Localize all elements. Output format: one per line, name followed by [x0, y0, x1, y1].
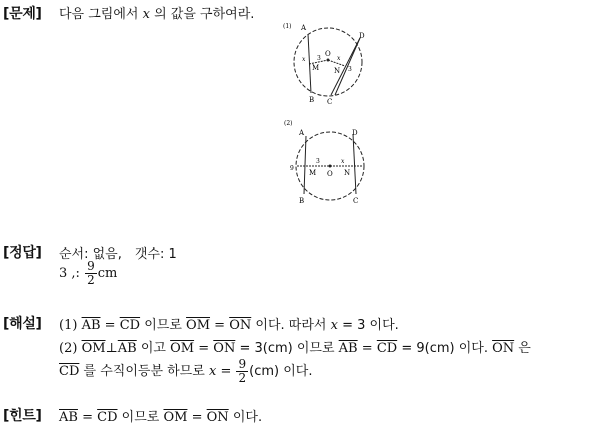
exp2-eq: = — [198, 341, 210, 356]
fig2-chord-ab — [304, 136, 306, 194]
exp1-t1: 이므로 — [144, 318, 182, 333]
exp3-t2: = — [220, 364, 232, 379]
exp1-on: $\overline{ON}$ — [229, 318, 252, 333]
problem-text — [59, 3, 254, 22]
problem-tag: [문제] — [3, 6, 42, 22]
answer-frac-num: 9 — [87, 259, 95, 273]
fig2-label-seg1: 3 — [316, 158, 320, 165]
answer-frac-den: 2 — [87, 273, 95, 287]
fig1-label-left: x — [302, 56, 306, 63]
exp3-x: x — [208, 364, 217, 379]
fig2-point-n: N — [344, 169, 351, 177]
exp3-frac-num: 9 — [238, 357, 247, 371]
hint-cd: $\overline{CD}$ — [97, 410, 118, 425]
exp1-part: (1) — [59, 318, 78, 333]
exp2-t3: = 9(cm) 이다. — [401, 341, 488, 356]
exp2-t4: 은 — [518, 341, 531, 356]
hint-om: $\overline{OM}$ — [163, 410, 188, 425]
fig2-label-left: 9 — [290, 165, 294, 172]
fig1-point-n: N — [334, 67, 341, 75]
answer-fraction — [85, 260, 97, 287]
exp3-t1: 를 수직이등분 하므로 — [83, 364, 205, 379]
hint-eq2: = — [191, 410, 203, 425]
exp1-ab: $\overline{AB}$ — [81, 318, 101, 333]
answer-prefix: 3 ,: — [59, 266, 80, 281]
exp1-x: x — [330, 318, 338, 333]
exp2-om2: $\overline{OM}$ — [170, 341, 195, 356]
exp2-ab: $\overline{AB}$ — [117, 341, 137, 356]
explanation-tag: [해설] — [3, 316, 42, 332]
exp1-eq1: = — [104, 318, 116, 333]
exp2-on2: $\overline{ON}$ — [492, 341, 515, 356]
fig2-point-c: C — [353, 197, 359, 205]
fig1-point-o: O — [325, 50, 331, 58]
problem-text-before: 다음 그림에서 — [59, 7, 139, 22]
fig2-point-a: A — [299, 129, 305, 137]
fig2-num: (2) — [284, 120, 293, 127]
explanation-line-2 — [59, 337, 531, 356]
fig2-point-o: O — [327, 170, 333, 178]
explanation-line-3 — [59, 358, 312, 385]
hint-ab: $\overline{AB}$ — [59, 410, 78, 425]
fig2-label-seg2: x — [341, 158, 345, 165]
exp1-t2: 이다. 따라서 — [255, 318, 327, 333]
exp2-eq2: = — [361, 341, 373, 356]
fig1-point-m: M — [312, 64, 320, 72]
hint-eq1: = — [82, 410, 93, 425]
answer-tag: [정답] — [3, 245, 42, 261]
problem-var: x — [142, 7, 150, 22]
fig2-point-m: M — [309, 169, 317, 177]
exp3-fraction — [236, 358, 248, 385]
problem-text-after: 의 값을 구하여라. — [154, 7, 255, 22]
explanation-line-1 — [59, 314, 399, 333]
fig1-label-right: 3 — [348, 66, 352, 73]
exp2-t1: 이고 — [140, 341, 166, 356]
hint-tag: [힌트] — [3, 408, 42, 424]
exp2-part: (2) — [59, 341, 78, 356]
exp2-ab2: $\overline{AB}$ — [338, 341, 358, 356]
exp1-cd: $\overline{CD}$ — [119, 318, 141, 333]
figure-2 — [283, 118, 375, 210]
exp2-on: $\overline{ON}$ — [213, 341, 236, 356]
hint-line — [59, 406, 262, 425]
exp1-t3: = 3 이다. — [342, 318, 399, 333]
answer-line-2 — [59, 260, 117, 287]
exp3-t3: (cm) 이다. — [249, 364, 313, 379]
figure-1 — [283, 18, 375, 110]
fig1-point-c: C — [327, 98, 333, 106]
fig2-point-d: D — [352, 129, 358, 137]
fig1-label-x: x — [337, 55, 341, 62]
exp2-om: $\overline{OM}$ — [81, 341, 106, 356]
exp2-t2: = 3(cm) 이므로 — [239, 341, 335, 356]
hint-on: $\overline{ON}$ — [206, 410, 229, 425]
hint-t1: 이므로 — [121, 410, 160, 425]
exp1-om: $\overline{OM}$ — [186, 318, 211, 333]
fig2-center — [329, 165, 332, 168]
exp1-eq2: = — [214, 318, 226, 333]
answer-line-1: 순서: 없음, 갯수: 1 — [59, 247, 177, 262]
exp2-perp: ⊥ — [105, 341, 118, 356]
fig1-label-seg: 3 — [317, 55, 321, 62]
fig1-center — [327, 59, 330, 62]
fig1-point-d: D — [359, 32, 365, 40]
fig1-num: (1) — [283, 23, 292, 30]
hint-t2: 이다. — [232, 410, 263, 425]
exp3-cd: $\overline{CD}$ — [59, 364, 80, 379]
fig1-point-a: A — [301, 24, 307, 32]
fig1-point-b: B — [309, 96, 315, 104]
exp3-frac-den: 2 — [238, 371, 247, 385]
exp2-cd: $\overline{CD}$ — [376, 341, 398, 356]
fig2-point-b: B — [299, 197, 305, 205]
answer-unit: cm — [97, 266, 118, 281]
